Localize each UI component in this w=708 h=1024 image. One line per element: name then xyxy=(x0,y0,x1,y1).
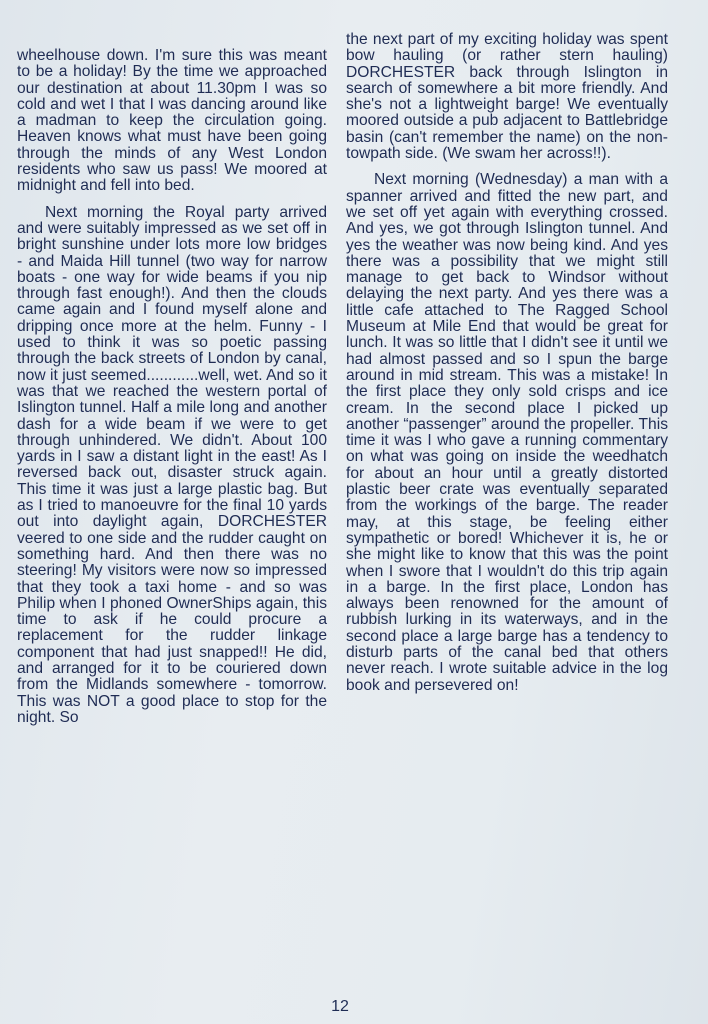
page-number: 12 xyxy=(331,998,349,1015)
paragraph: Next morning (Wednesday) a man with a spanner arrived and fitted the new part, and we set off yet again with everything crossed. And yes, we got through Islington tunnel. And yes the weather was now being kind. And yes there was a possibility that we might still manage to get back to Windsor without delaying the next party. And yes there was a little cafe attached to The Ragged School Museum at Mile End that would be great for lunch. It was so little that I didn't see it until we had almost passed and so I spun the barge around in mid stream. This was a mistake! In the first place they only sold crisps and ice cream. In the second place I picked up another “passenger” around the propeller. This time it was I who gave a running commentary on what was going on inside the weedhatch for about an hour until a greatly distorted plastic beer crate was eventually separated from the workings of the barge. The reader may, at this stage, be feeling either sympathetic or bored! Whichever it is, he or she might like to know that this was the point when I swore that I wouldn't do this trip again in a barge. In the first place, London has always been renowned for the amount of rubbish lurking in its waterways, and in the second place a large barge has a tendency to disturb parts of the canal bed that others never reach. I wrote suitable advice in the log book and persevered on! xyxy=(346,171,668,694)
paragraph: the next part of my exciting holiday was spent bow hauling (or rather stern hauling) DORCHESTER back through Islington in search of somewhere a bit more friendly. And she's not a lightweight barge! We eventually moored outside a pub adjacent to Battlebridge basin (can't remember the name) on the non-towpath side. (We swam her across!!). xyxy=(346,31,668,163)
paragraph: wheelhouse down. I'm sure this was meant to be a holiday! By the time we approached our destination at about 11.30pm I was so cold and wet I that I was dancing around like a madman to keep the circulation going. Heaven knows what must have been going through the minds of any West London residents who saw us pass! We moored at midnight and fell into bed. xyxy=(17,47,327,195)
left-text-column xyxy=(17,48,327,736)
right-text-column xyxy=(346,32,668,704)
paragraph: Next morning the Royal party arrived and were suitably impressed as we set off in bright sunshine under lots more low bridges - and Maida Hill tunnel (two way for narrow boats - one way for wide beams if you nip through fast enough!). And then the clouds came again and I found myself alone and dripping once more at the helm. Funny - I used to think it was so poetic passing through the back streets of London by canal, now it just seemed............well, wet. And so it was that we reached the western portal of Islington tunnel. Half a mile long and another dash for a wide beam if we were to get through unhindered. We didn't. About 100 yards in I saw a distant light in the east! As I reversed back out, disaster struck again. This time it was just a large plastic bag. But as I tried to manoeuvre for the final 10 yards out into daylight again, DORCHESTER veered to one side and the rudder caught on something hard. And then there was no steering! My visitors were now so impressed that they took a taxi home - and so was Philip when I phoned OwnerShips again, this time to ask if he could procure a replacement for the rudder linkage component that had just snapped!! He did, and arranged for it to be couriered down from the Midlands somewhere - tomorrow. This was NOT a good place to stop for the night. So xyxy=(17,203,327,726)
